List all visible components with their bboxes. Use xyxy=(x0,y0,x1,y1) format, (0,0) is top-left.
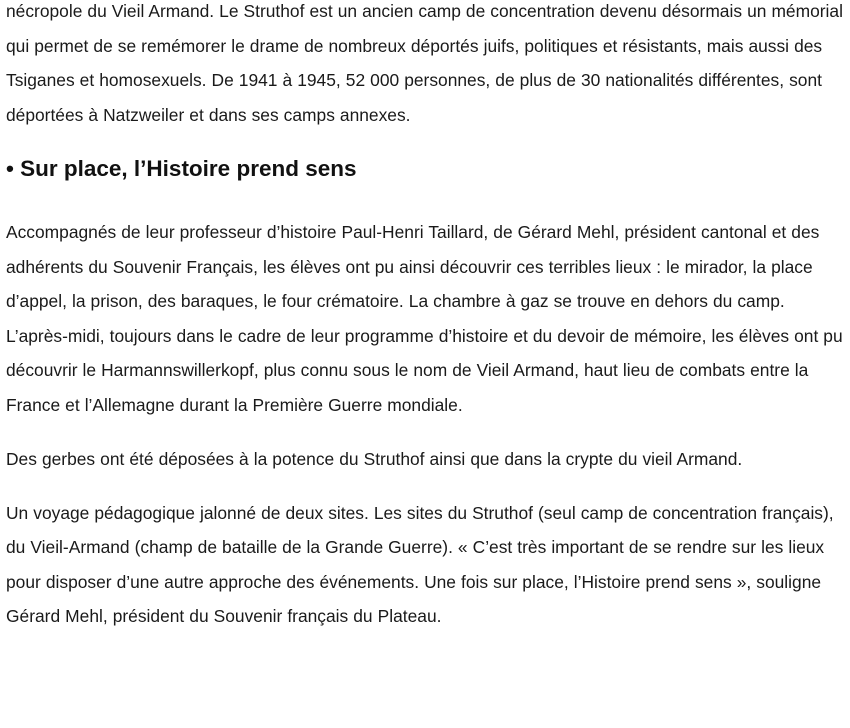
intro-paragraph: nécropole du Vieil Armand. Le Struthof est un ancien camp de concentration devenu désormais un mémorial qui permet de se remémorer le drame de nombreux déportés juifs, politiques et résistants, mais aussi des Tsiganes et homosexuels. De 1941 à 1945, 52 000 personnes, de plus de 30 nationalités différentes, sont déportées à Natzweiler et dans ses camps annexes. xyxy=(6,1,843,125)
section-heading: • Sur place, l’Histoire prend sens xyxy=(6,156,357,181)
visit-paragraph: Accompagnés de leur professeur d’histoire Paul-Henri Taillard, de Gérard Mehl, président cantonal et des adhérents du Souvenir Français, les élèves ont pu ainsi découvrir ces terribles lieux : le mirador, la place d’appel, la prison, des baraques, le four crématoire. La chambre à gaz se trouve en dehors du camp. L’après-midi, toujours dans le cadre de leur programme d’histoire et du devoir de mémoire, les élèves ont pu découvrir le Harmannswillerkopf, plus connu sous le nom de Vieil Armand, haut lieu de combats entre la France et l’Allemagne durant la Première Guerre mondiale. xyxy=(6,222,843,415)
article-body xyxy=(6,0,844,634)
trip-paragraph: Un voyage pédagogique jalonné de deux sites. Les sites du Struthof (seul camp de concentration français), du Vieil-Armand (champ de bataille de la Grande Guerre). « C’est très important de se rendre sur les lieux pour disposer d’une autre approche des événements. Une fois sur place, l’Histoire prend sens », souligne Gérard Mehl, président du Souvenir français du Plateau. xyxy=(6,502,834,626)
wreaths-paragraph: Des gerbes ont été déposées à la potence du Struthof ainsi que dans la crypte du vieil Armand. xyxy=(6,449,743,469)
